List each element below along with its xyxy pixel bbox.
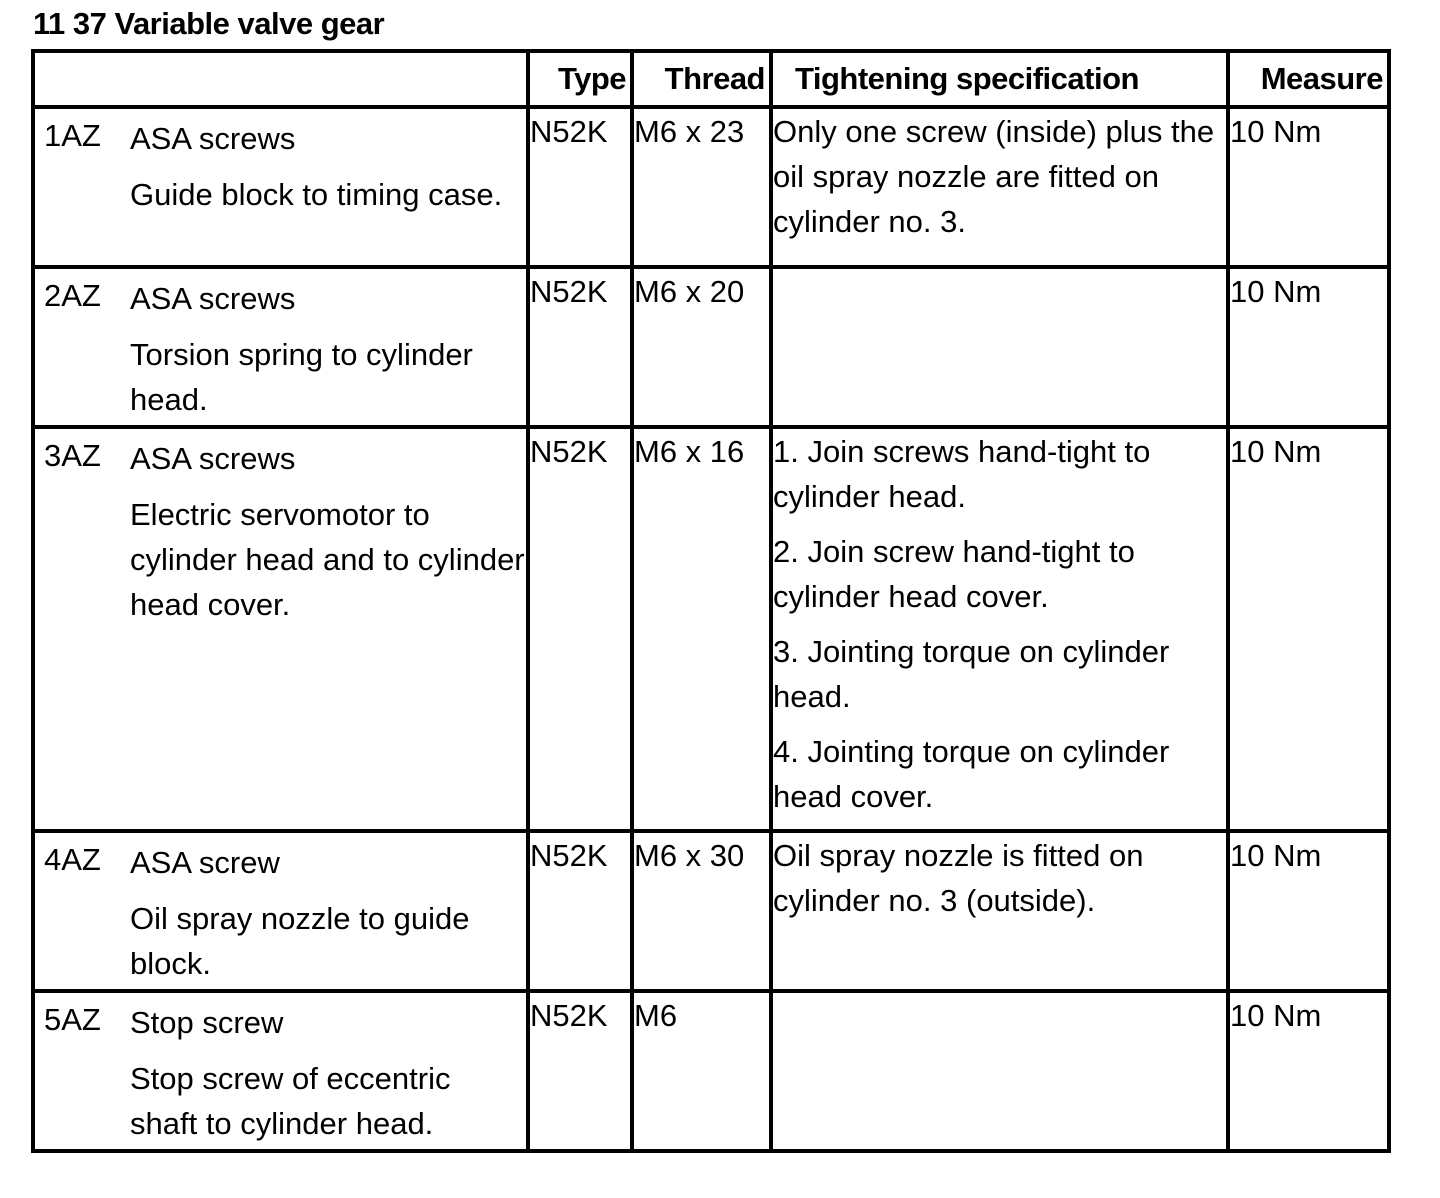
type-cell: N52K	[528, 831, 632, 991]
tightening-spec-table	[31, 49, 1391, 1153]
item-cell	[33, 107, 528, 267]
page-title: 11 37 Variable valve gear	[33, 6, 385, 41]
item-description: Torsion spring to cylinder head.	[130, 337, 473, 417]
spec-step: 2. Join screw hand-tight to cylinder head cover.	[773, 534, 1135, 614]
item-name: ASA screws	[130, 121, 296, 156]
item-cell	[33, 427, 528, 831]
item-code: 5AZ	[44, 1002, 101, 1037]
type-cell: N52K	[528, 427, 632, 831]
item-code: 1AZ	[44, 118, 101, 153]
item-name: ASA screws	[130, 441, 296, 476]
item-description: Electric servomotor to cylinder head and to cylinder head cover.	[130, 497, 525, 622]
item-code: 4AZ	[44, 842, 101, 877]
table-row	[33, 427, 1389, 831]
table-row	[33, 991, 1389, 1151]
item-name: Stop screw	[130, 1005, 284, 1040]
measure-cell: 10 Nm	[1228, 107, 1389, 267]
spec-step: 4. Jointing torque on cylinder head cover.	[773, 734, 1170, 814]
header-row	[33, 51, 1389, 107]
measure-cell: 10 Nm	[1228, 831, 1389, 991]
spec-cell	[771, 107, 1228, 267]
spec-cell	[771, 991, 1228, 1151]
item-name: ASA screws	[130, 281, 296, 316]
type-cell: N52K	[528, 991, 632, 1151]
measure-cell: 10 Nm	[1228, 427, 1389, 831]
thread-cell: M6 x 30	[632, 831, 771, 991]
type-cell: N52K	[528, 107, 632, 267]
item-description: Oil spray nozzle to guide block.	[130, 901, 470, 981]
measure-cell: 10 Nm	[1228, 991, 1389, 1151]
item-name: ASA screw	[130, 845, 280, 880]
thread-cell: M6 x 20	[632, 267, 771, 427]
table-row	[33, 831, 1389, 991]
item-code: 3AZ	[44, 438, 101, 473]
spec-step: 3. Jointing torque on cylinder head.	[773, 634, 1170, 714]
header-type: Type	[528, 51, 632, 107]
item-cell	[33, 831, 528, 991]
item-cell	[33, 267, 528, 427]
thread-cell: M6 x 16	[632, 427, 771, 831]
table-row	[33, 107, 1389, 267]
thread-cell: M6	[632, 991, 771, 1151]
thread-cell: M6 x 23	[632, 107, 771, 267]
header-tightening-specification: Tightening specification	[771, 51, 1228, 107]
item-description: Guide block to timing case.	[130, 177, 503, 212]
header-thread: Thread	[632, 51, 771, 107]
type-cell: N52K	[528, 267, 632, 427]
item-description: Stop screw of eccentric shaft to cylinder head.	[130, 1061, 451, 1141]
spec-text: Oil spray nozzle is fitted on cylinder no. 3 (outside).	[773, 838, 1144, 918]
header-item	[33, 51, 528, 107]
spec-text: Only one screw (inside) plus the oil spray nozzle are fitted on cylinder no. 3.	[773, 114, 1215, 239]
measure-cell: 10 Nm	[1228, 267, 1389, 427]
spec-cell	[771, 831, 1228, 991]
spec-step: 1. Join screws hand-tight to cylinder head.	[773, 434, 1151, 514]
item-cell	[33, 991, 528, 1151]
header-measure: Measure	[1228, 51, 1389, 107]
item-code: 2AZ	[44, 278, 101, 313]
spec-cell	[771, 267, 1228, 427]
table-row	[33, 267, 1389, 427]
spec-cell	[771, 427, 1228, 831]
